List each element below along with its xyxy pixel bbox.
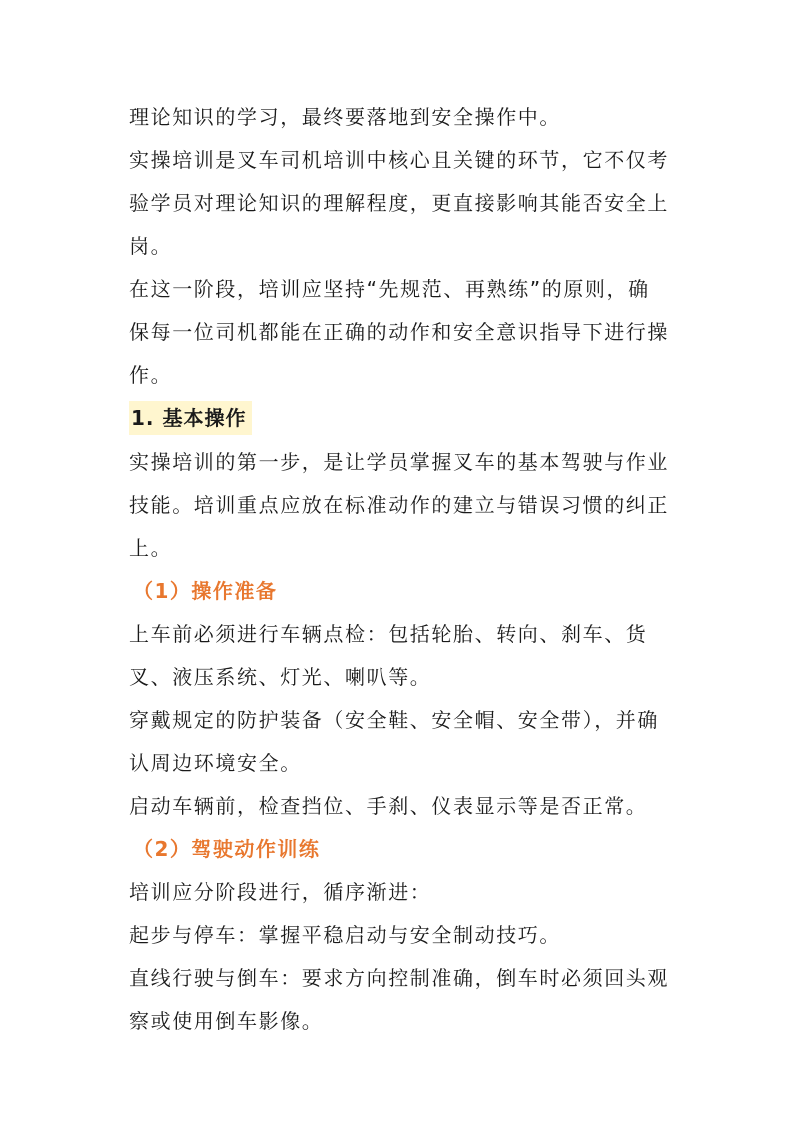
subheading-driving-training: （2）驾驶动作训练 — [133, 837, 321, 861]
paragraph-principle: 在这一阶段，培训应坚持“先规范、再熟练”的原则，确保每一位司机都能在正确的动作和安全意识指导下进行操作。 — [129, 277, 669, 387]
paragraph-protective-equipment: 穿戴规定的防护装备（安全鞋、安全帽、安全带），并确认周边环境安全。 — [129, 708, 659, 775]
paragraph-straight-reverse: 直线行驶与倒车：要求方向控制准确，倒车时必须回头观察或使用倒车影像。 — [129, 966, 669, 1033]
paragraph-start-stop: 起步与停车：掌握平稳启动与安全制动技巧。 — [129, 923, 561, 947]
paragraph-basic-operation: 实操培训的第一步，是让学员掌握叉车的基本驾驶与作业技能。培训重点应放在标准动作的建立与错误习惯的纠正上。 — [129, 450, 669, 560]
subheading-operation-preparation: （1）操作准备 — [133, 579, 278, 603]
paragraph-stages: 培训应分阶段进行，循序渐进： — [129, 880, 432, 904]
paragraph-practical-training: 实操培训是叉车司机培训中核心且关键的环节，它不仅考验学员对理论知识的理解程度，更直接影响其能否安全上岗。 — [129, 148, 669, 258]
paragraph-intro: 理论知识的学习，最终要落地到安全操作中。 — [129, 105, 561, 129]
section-heading-basic-operation: 1. 基本操作 — [129, 401, 252, 435]
paragraph-vehicle-inspection: 上车前必须进行车辆点检：包括轮胎、转向、刹车、货叉、液压系统、灯光、喇叭等。 — [129, 622, 648, 689]
paragraph-startup-check: 启动车辆前，检查挡位、手刹、仪表显示等是否正常。 — [129, 794, 648, 818]
document-body — [129, 96, 669, 1043]
